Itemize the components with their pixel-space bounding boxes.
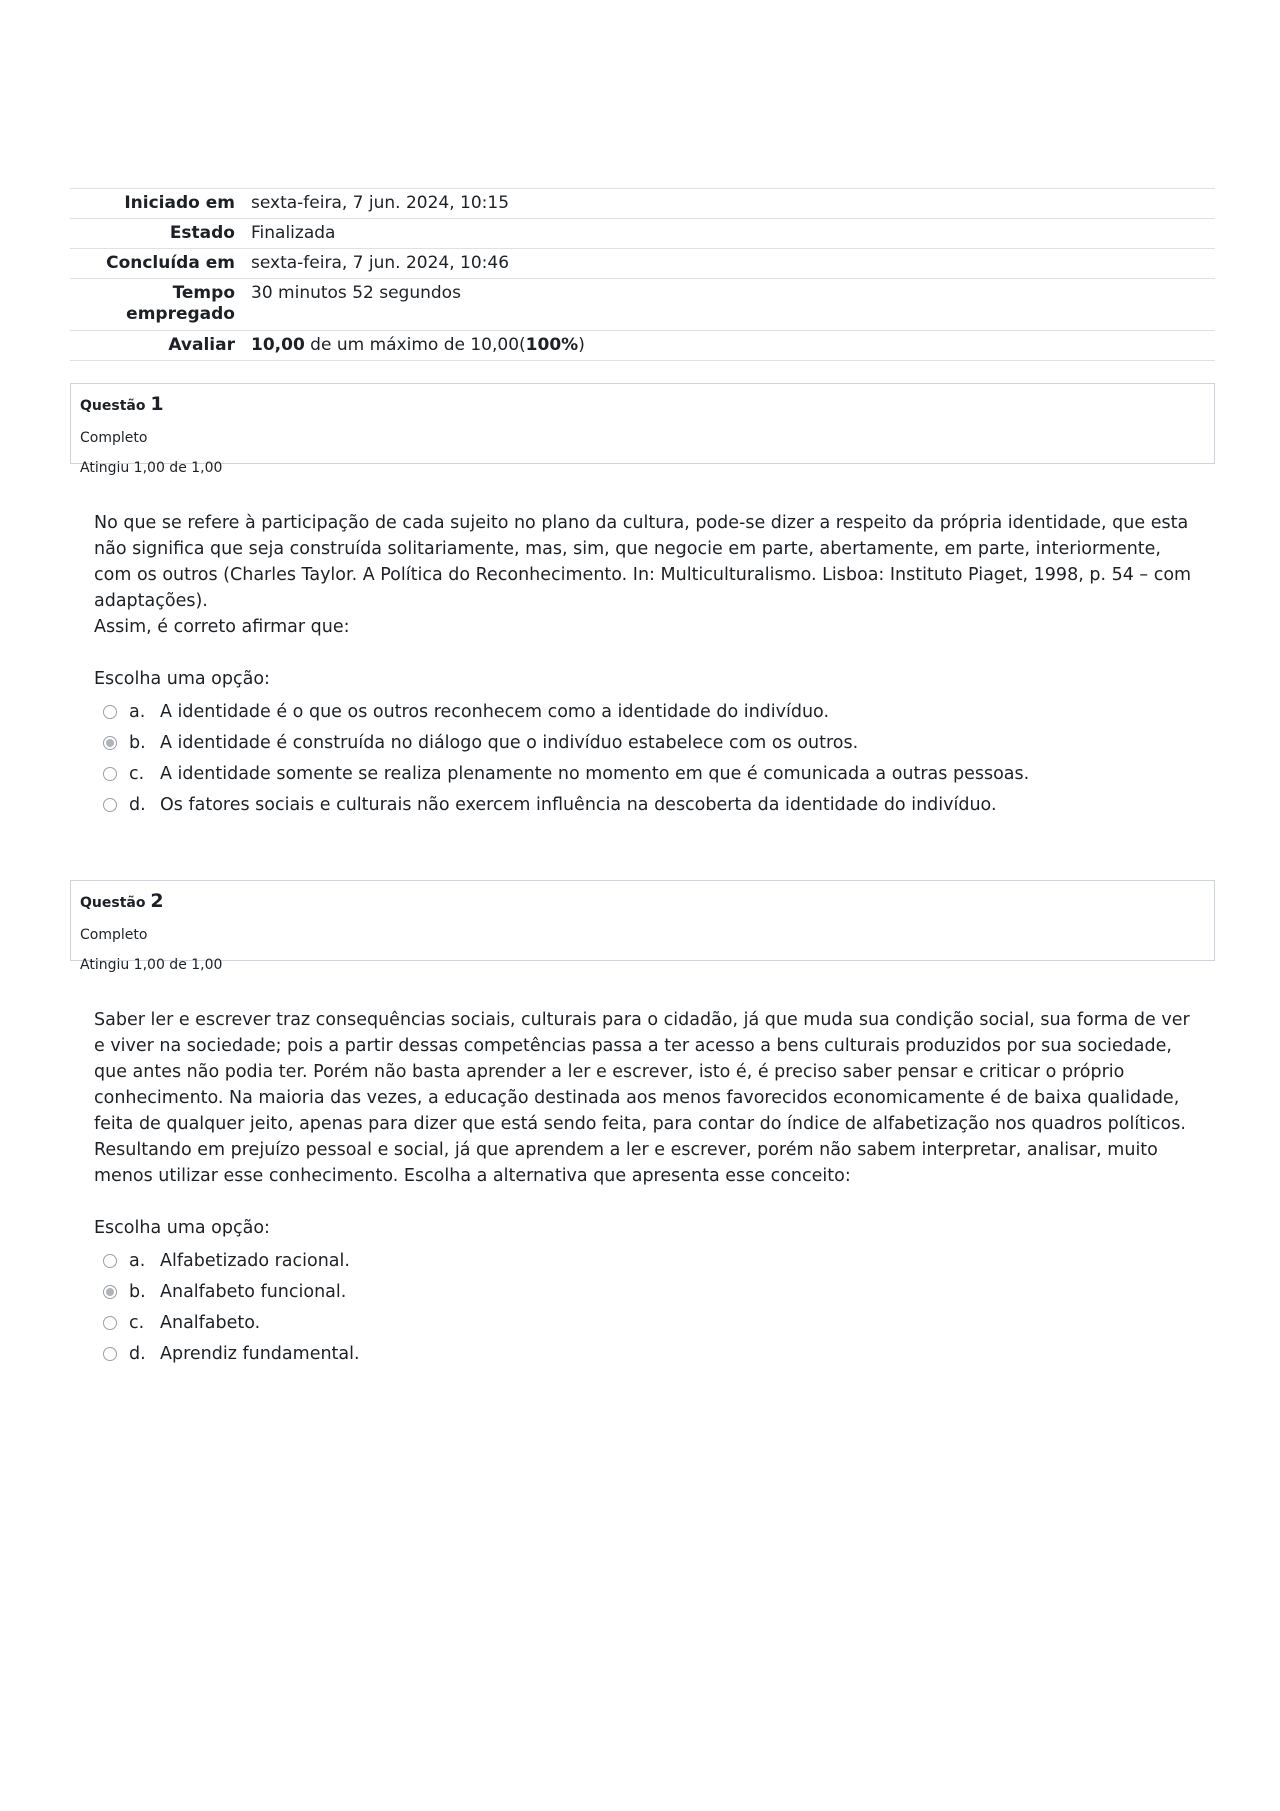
question-content (70, 464, 1215, 820)
option-letter: a. (129, 701, 146, 722)
option-letter: b. (129, 732, 146, 753)
option-text: Aprendiz fundamental. (160, 1343, 360, 1364)
grade-percent: 100% (525, 335, 579, 355)
answer-prompt: Escolha uma opção: (94, 669, 270, 689)
answer-prompt: Escolha uma opção: (94, 1218, 270, 1238)
summary-row-grade (70, 331, 1215, 361)
grade-score: 10,00 (251, 335, 305, 355)
option-letter: a. (129, 1250, 146, 1271)
question-paragraph: No que se refere à participação de cada sujeito no plano da cultura, pode-se dizer a respeito da própria identidade, que esta não significa que seja construída solitariamente, mas, sim, que negocie em parte, abertamente, em parte, interiormente, com os outros (Charles Taylor. A Política do Reconhecimento. In: Multiculturalismo. Lisboa: Instituto Piaget, 1998, p. 54 – com adaptações). (94, 513, 1192, 611)
answer-option-b[interactable] (94, 727, 1199, 758)
question-number-value: 2 (150, 890, 164, 912)
question-text (94, 1007, 1199, 1189)
answer-option-c[interactable] (94, 758, 1199, 789)
question-info-box (70, 383, 1215, 476)
answer-option-d[interactable] (94, 789, 1199, 820)
option-letter: d. (129, 1343, 146, 1364)
radio-button-selected[interactable] (103, 736, 117, 750)
summary-label: Iniciado em (124, 193, 235, 213)
answer-option-d[interactable] (94, 1338, 1199, 1369)
question-number (80, 394, 1205, 416)
quiz-review (70, 188, 1215, 1369)
summary-row-state (70, 219, 1215, 249)
question-grade: Atingiu 1,00 de 1,00 (80, 957, 223, 973)
answer-option-a[interactable] (94, 1245, 1199, 1276)
option-text: A identidade é o que os outros reconhecem como a identidade do indivíduo. (160, 701, 830, 722)
answer-options (94, 1245, 1199, 1369)
radio-button[interactable] (103, 1316, 117, 1330)
option-letter: b. (129, 1281, 146, 1302)
summary-value: sexta-feira, 7 jun. 2024, 10:15 (251, 193, 510, 213)
option-letter: c. (129, 763, 145, 784)
question-state: Completo (80, 430, 148, 446)
option-text: A identidade somente se realiza plenamente no momento em que é comunicada a outras pessoas. (160, 763, 1030, 784)
radio-button-selected[interactable] (103, 1285, 117, 1299)
option-text: Analfabeto funcional. (160, 1281, 347, 1302)
question-paragraph: Saber ler e escrever traz consequências sociais, culturais para o cidadão, já que muda sua condição social, sua forma de ver e viver na sociedade; pois a partir dessas competências passa a ter acesso a bens culturais produzidos por sua sociedade, que antes não podia ter. Porém não basta aprender a ler e escrever, isto é, é preciso saber pensar e criticar o próprio conhecimento. Na maioria das vezes, a educação destinada aos menos favorecidos economicamente é de baixa qualidade, feita de qualquer jeito, apenas para dizer que está sendo feita, para contar do índice de alfabetização nos quadros políticos. Resultando em prejuízo pessoal e social, já que aprendem a ler e escrever, porém não sabem interpretar, analisar, muito menos utilizar esse conhecimento. Escolha a alternativa que apresenta esse conceito: (94, 1010, 1190, 1186)
summary-label: Avaliar (168, 335, 235, 355)
grade-value (245, 331, 1215, 361)
option-letter: c. (129, 1312, 145, 1333)
attempt-summary-table (70, 188, 1215, 361)
option-text: A identidade é construída no diálogo que o indivíduo estabelece com os outros. (160, 732, 859, 753)
question-number (80, 891, 1205, 913)
summary-label: Tempo empregado (126, 283, 235, 324)
summary-row-completed (70, 249, 1215, 279)
question-grade: Atingiu 1,00 de 1,00 (80, 460, 223, 476)
option-text: Os fatores sociais e culturais não exercem influência na descoberta da identidade do indivíduo. (160, 794, 997, 815)
question-content (70, 961, 1215, 1369)
question-state: Completo (80, 927, 148, 943)
answer-option-a[interactable] (94, 696, 1199, 727)
summary-label: Estado (169, 223, 235, 243)
option-text: Alfabetizado racional. (160, 1250, 350, 1271)
summary-value: 30 minutos 52 segundos (251, 283, 461, 303)
question-number-value: 1 (150, 393, 164, 415)
grade-max-text: de um máximo de 10,00( (304, 335, 526, 355)
question-label: Questão (80, 398, 146, 414)
radio-button[interactable] (103, 1254, 117, 1268)
question-label: Questão (80, 895, 146, 911)
radio-button[interactable] (103, 767, 117, 781)
question-info-box (70, 880, 1215, 973)
option-text: Analfabeto. (160, 1312, 261, 1333)
summary-value: Finalizada (251, 223, 336, 243)
radio-button[interactable] (103, 705, 117, 719)
summary-row-time-taken (70, 279, 1215, 331)
summary-value: sexta-feira, 7 jun. 2024, 10:46 (251, 253, 510, 273)
question-paragraph: Assim, é correto afirmar que: (94, 617, 350, 637)
summary-row-started (70, 189, 1215, 219)
answer-options (94, 696, 1199, 820)
grade-end: ) (578, 335, 585, 355)
option-letter: d. (129, 794, 146, 815)
radio-button[interactable] (103, 1347, 117, 1361)
answer-option-b[interactable] (94, 1276, 1199, 1307)
radio-button[interactable] (103, 798, 117, 812)
question-text (94, 510, 1199, 640)
summary-label: Concluída em (106, 253, 235, 273)
answer-option-c[interactable] (94, 1307, 1199, 1338)
